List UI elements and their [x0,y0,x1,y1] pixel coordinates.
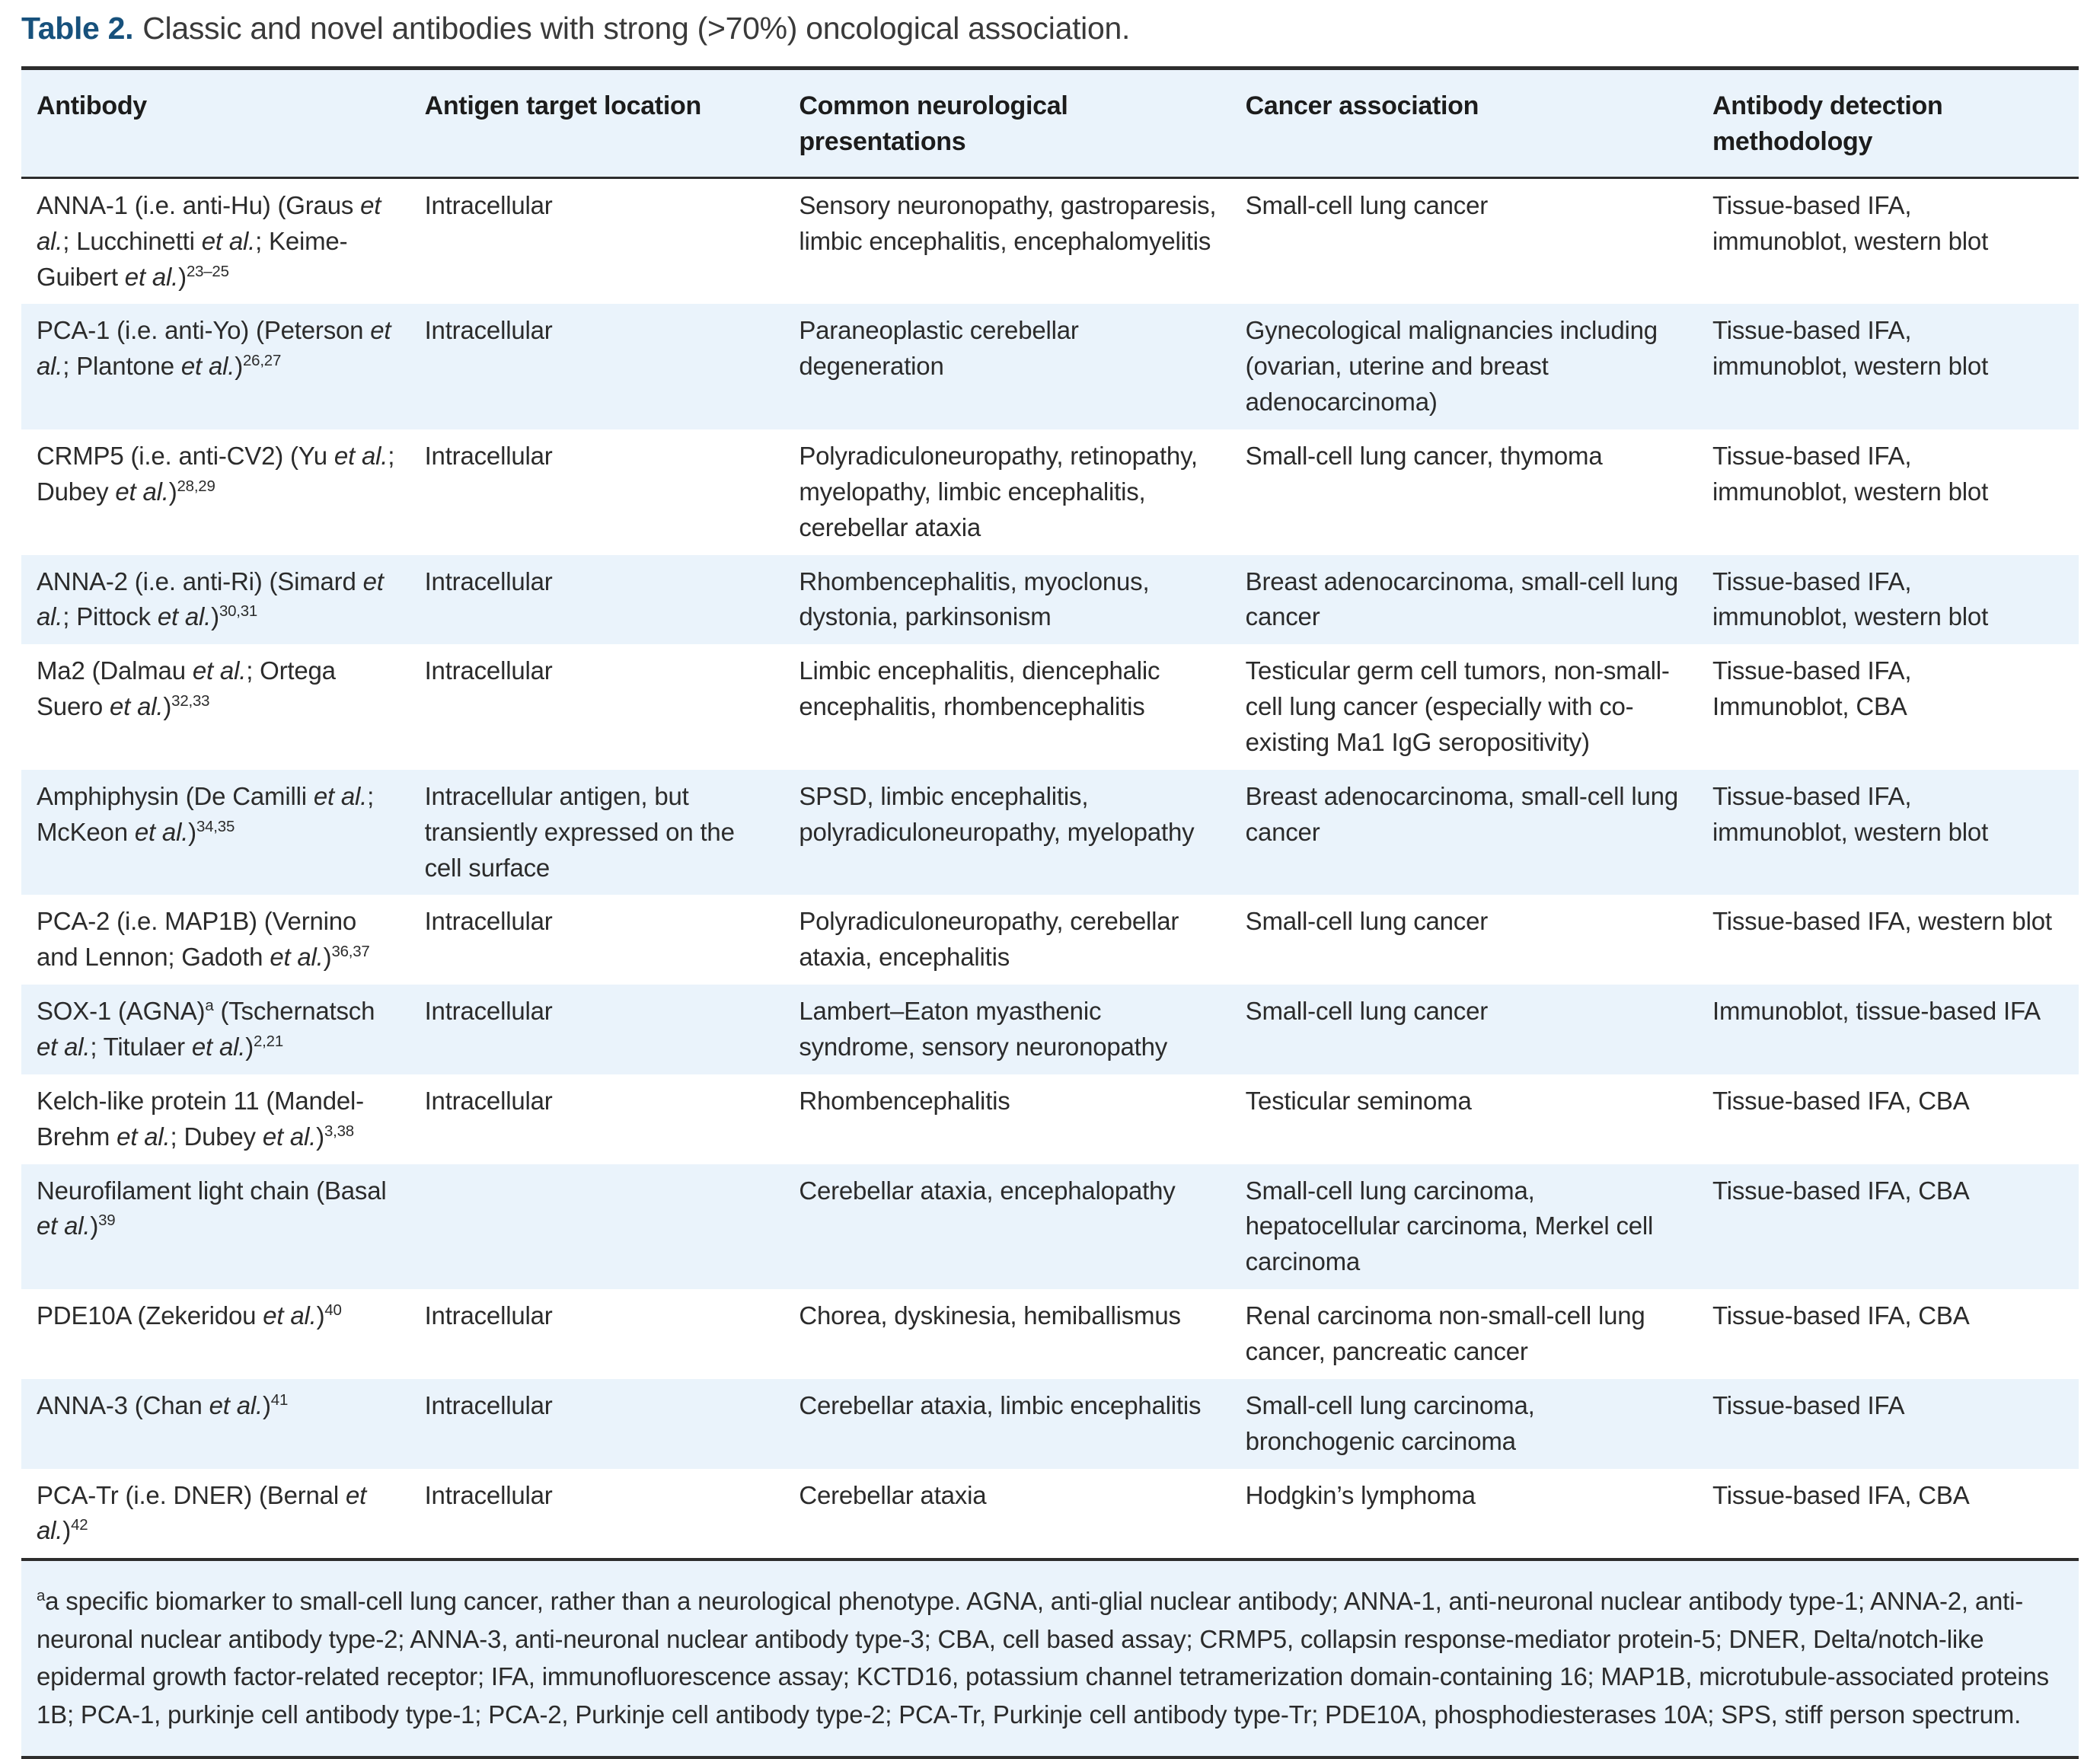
neuro-presentations-cell: Rhombencephalitis [799,1086,1010,1115]
detection-methodology-cell: Tissue-based IFA, immunoblot, western blot [1712,190,1989,255]
neuro-presentations-cell: Cerebellar ataxia, encephalopathy [799,1176,1176,1205]
antibody-cell: PCA-1 (i.e. anti-Yo) (Peterson et al.; Plantone et al.)$^{26,27}$ [37,316,391,381]
antibody-cell: Amphiphysin (De Camilli et al.; McKeon et al.)$^{34,35}$ [37,781,375,846]
cancer-association-cell: Small-cell lung cancer [1245,997,1489,1026]
antibody-cell: PCA-2 (i.e. MAP1B) (Vernino and Lennon; Gadoth et al.)$^{36,37}$ [37,907,370,972]
antibody-cell: SOX-1 (AGNA)$^a$ (Tschernatsch et al.; Titulaer et al.)$^{2,21}$ [37,997,375,1061]
cancer-association-cell: Testicular seminoma [1245,1086,1472,1115]
detection-methodology-cell: Tissue-based IFA, immunoblot, western blot [1712,316,1989,381]
detection-methodology-cell: Tissue-based IFA, CBA [1712,1301,1970,1330]
cancer-association-cell: Renal carcinoma non-small-cell lung cancer, pancreatic cancer [1245,1301,1645,1366]
table-caption-label: Table 2. [21,11,134,46]
neuro-presentations-cell: Limbic encephalitis, diencephalic encephalitis, rhombencephalitis [799,656,1160,721]
antigen-location-cell: Intracellular [424,907,553,936]
table-row [21,1164,2079,1290]
detection-methodology-cell: Tissue-based IFA, immunoblot, western blot [1712,567,1989,631]
col-header-neurological-presentations: Common neurological presentations [799,91,1068,156]
table-row [21,895,2079,985]
antibody-cell: CRMP5 (i.e. anti-CV2) (Yu et al.; Dubey et al.)$^{28,29}$ [37,441,395,506]
cancer-association-cell: Small-cell lung cancer [1245,190,1489,219]
neuro-presentations-cell: SPSD, limbic encephalitis, polyradiculoneuropathy, myelopathy [799,781,1195,846]
neuro-presentations-cell: Cerebellar ataxia [799,1480,987,1509]
detection-methodology-cell: Tissue-based IFA, western blot [1712,907,2052,936]
cancer-association-cell: Small-cell lung cancer [1245,907,1489,936]
neuro-presentations-cell: Sensory neuronopathy, gastroparesis, limbic encephalitis, encephalomyelitis [799,190,1217,255]
col-header-antigen-target-location: Antigen target location [424,91,701,120]
detection-methodology-cell: Tissue-based IFA, Immunoblot, CBA [1712,656,1912,721]
antigen-location-cell: Intracellular [424,1086,553,1115]
detection-methodology-cell: Tissue-based IFA, immunoblot, western blot [1712,781,1989,846]
detection-methodology-cell: Tissue-based IFA, CBA [1712,1086,1970,1115]
table-caption-text: Classic and novel antibodies with strong (>70%) oncological association. [142,11,1131,46]
table-row [21,304,2079,429]
antibody-cell: Neurofilament light chain (Basal et al.)$^{39}$ [37,1176,387,1240]
table-row [21,644,2079,770]
detection-methodology-cell: Tissue-based IFA, CBA [1712,1176,1970,1205]
table-header-row [21,69,2079,178]
antigen-location-cell: Intracellular [424,997,553,1026]
col-header-detection-methodology: Antibody detection methodology [1712,91,1943,156]
cancer-association-cell: Breast adenocarcinoma, small-cell lung cancer [1245,781,1678,846]
table-row [21,985,2079,1074]
table-header [21,69,2079,178]
table-row [21,1289,2079,1379]
table-row [21,177,2079,304]
antigen-location-cell: Intracellular antigen, but transiently expressed on the cell surface [424,781,735,882]
antibody-table [21,66,2079,1561]
antibody-cell: Ma2 (Dalmau et al.; Ortega Suero et al.)$^{32,33}$ [37,656,336,721]
cancer-association-cell: Testicular germ cell tumors, non-small-cell lung cancer (especially with co-existing Ma1 IgG seropositivity) [1245,656,1670,756]
table-caption [21,11,2079,46]
cancer-association-cell: Gynecological malignancies including (ovarian, uterine and breast adenocarcinoma) [1245,316,1658,417]
cancer-association-cell: Breast adenocarcinoma, small-cell lung cancer [1245,567,1678,631]
table-body [21,177,2079,1559]
antibody-cell: ANNA-3 (Chan et al.)$^{41}$ [37,1390,289,1419]
table-row [21,555,2079,645]
neuro-presentations-cell: Cerebellar ataxia, limbic encephalitis [799,1390,1202,1419]
table-row [21,770,2079,895]
neuro-presentations-cell: Lambert–Eaton myasthenic syndrome, sensory neuronopathy [799,997,1168,1061]
antigen-location-cell: Intracellular [424,656,553,685]
antigen-location-cell: Intracellular [424,190,553,219]
neuro-presentations-cell: Polyradiculoneuropathy, cerebellar ataxia, encephalitis [799,907,1179,972]
table-row [21,1469,2079,1560]
detection-methodology-cell: Tissue-based IFA, CBA [1712,1480,1970,1509]
cancer-association-cell: Small-cell lung carcinoma, bronchogenic carcinoma [1245,1390,1535,1455]
table-row [21,1074,2079,1164]
antibody-cell: PCA-Tr (i.e. DNER) (Bernal et al.)$^{42}$ [37,1480,367,1545]
antibody-cell: Kelch-like protein 11 (Mandel-Brehm et al.; Dubey et al.)$^{3,38}$ [37,1086,364,1151]
cancer-association-cell: Small-cell lung cancer, thymoma [1245,441,1603,470]
antibody-cell: ANNA-2 (i.e. anti-Ri) (Simard et al.; Pittock et al.)$^{30,31}$ [37,567,384,631]
antibody-cell: PDE10A (Zekeridou et al.)$^{40}$ [37,1301,342,1330]
antigen-location-cell: Intracellular [424,316,553,345]
detection-methodology-cell: Tissue-based IFA [1712,1390,1905,1419]
detection-methodology-cell: Tissue-based IFA, immunoblot, western blot [1712,441,1989,506]
neuro-presentations-cell: Polyradiculoneuropathy, retinopathy, myelopathy, limbic encephalitis, cerebellar ataxia [799,441,1198,541]
col-header-cancer-association: Cancer association [1245,91,1479,120]
detection-methodology-cell: Immunoblot, tissue-based IFA [1712,997,2041,1026]
antigen-location-cell: Intracellular [424,441,553,470]
antigen-location-cell: Intracellular [424,1301,553,1330]
cancer-association-cell: Hodgkin’s lymphoma [1245,1480,1476,1509]
neuro-presentations-cell: Paraneoplastic cerebellar degeneration [799,316,1079,381]
table-row [21,1379,2079,1469]
antibody-cell: ANNA-1 (i.e. anti-Hu) (Graus et al.; Lucchinetti et al.; Keime-Guibert et al.)$^{23-25}$ [37,190,381,291]
table-row [21,429,2079,555]
antigen-location-cell: Intracellular [424,567,553,595]
cancer-association-cell: Small-cell lung carcinoma, hepatocellular carcinoma, Merkel cell carcinoma [1245,1176,1654,1276]
antigen-location-cell: Intracellular [424,1390,553,1419]
col-header-antibody: Antibody [37,91,147,120]
antigen-location-cell: Intracellular [424,1480,553,1509]
antigen-location-cell [425,1164,799,1290]
neuro-presentations-cell: Rhombencephalitis, myoclonus, dystonia, parkinsonism [799,567,1150,631]
neuro-presentations-cell: Chorea, dyskinesia, hemiballismus [799,1301,1181,1330]
table-footnote: $^a$a specific biomarker to small-cell lung cancer, rather than a neurological phenotype. AGNA, anti-glial nuclear antibody; ANNA-1, anti-neuronal nuclear antibody type-1; ANNA-2, anti-neuronal nuclear antibody type-2; ANNA-3, anti-neuronal nuclear antibody type-3; CBA, cell based assay; CRMP5, collapsin response-mediator protein-5; DNER, Delta/notch-like epidermal growth factor-related receptor; IFA, immunofluorescence assay; KCTD16, potassium channel tetramerization domain-containing 16; MAP1B, microtubule-associated proteins 1B; PCA-1, purkinje cell antibody type-1; PCA-2, Purkinje cell antibody type-2; PCA-Tr, Purkinje cell antibody type-Tr; PDE10A, phosphodiesterases 10A; SPS, stiff person spectrum. [21,1561,2079,1759]
